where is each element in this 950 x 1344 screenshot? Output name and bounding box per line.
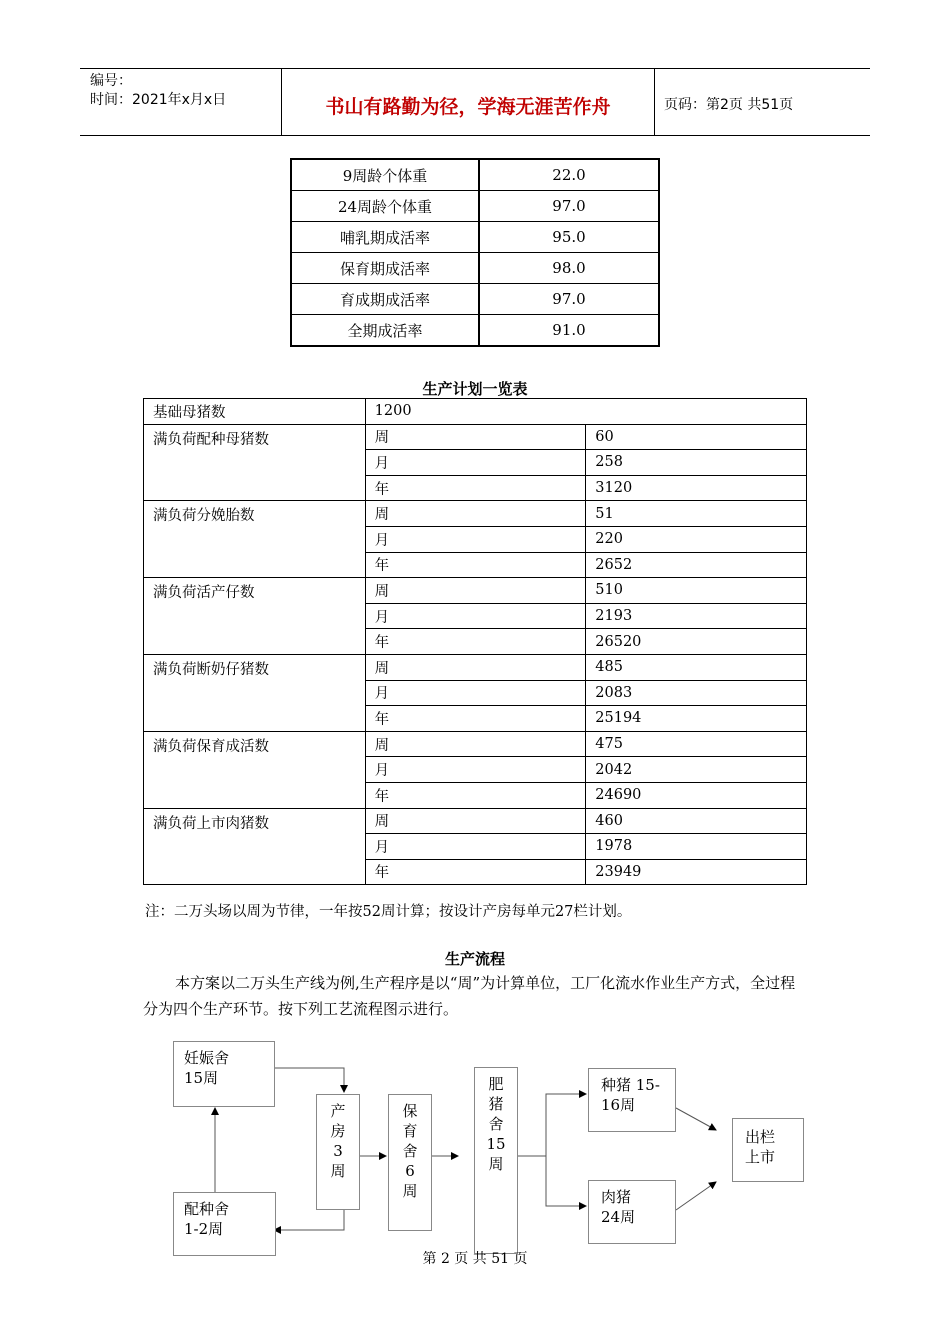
process-title: 生产流程 bbox=[444, 950, 505, 968]
flow-label: 1-2周 bbox=[184, 1220, 224, 1238]
plan-group-label: 满负荷保育成活数 bbox=[144, 731, 366, 808]
plan-group-label: 满负荷断奶仔猪数 bbox=[144, 654, 366, 731]
flow-label: 16周 bbox=[601, 1096, 636, 1114]
flow-label: 上市 bbox=[745, 1148, 776, 1166]
arrow-fattening-split bbox=[518, 1094, 586, 1156]
indicator-label: 24周龄个体重 bbox=[291, 191, 479, 222]
plan-value: 2652 bbox=[586, 552, 807, 578]
flow-label: 舍 bbox=[488, 1115, 504, 1133]
arrow-meat-to-market bbox=[676, 1182, 716, 1210]
indicator-label: 9周龄个体重 bbox=[291, 159, 479, 191]
plan-value: 475 bbox=[586, 731, 807, 757]
plan-period: 周 bbox=[365, 424, 586, 450]
indicator-value: 91.0 bbox=[479, 315, 659, 347]
plan-period: 年 bbox=[365, 475, 586, 501]
plan-value: 2083 bbox=[586, 680, 807, 706]
plan-group-label: 满负荷上市肉猪数 bbox=[144, 808, 366, 885]
flow-label: 15周 bbox=[184, 1069, 219, 1087]
flow-nursery-house bbox=[388, 1094, 432, 1231]
flow-label: 周 bbox=[330, 1162, 346, 1180]
plan-group-label: 满负荷配种母猪数 bbox=[144, 424, 366, 501]
indicator-value: 22.0 bbox=[479, 159, 659, 191]
arrow-farrowing-to-breeding bbox=[274, 1208, 344, 1230]
flow-fattening-house bbox=[474, 1067, 518, 1254]
plan-value: 23949 bbox=[586, 859, 807, 885]
plan-period: 年 bbox=[365, 859, 586, 885]
indicator-value: 97.0 bbox=[479, 191, 659, 222]
flow-market bbox=[732, 1118, 804, 1182]
arrow-fattening-to-meat bbox=[546, 1156, 586, 1206]
plan-value: 510 bbox=[586, 578, 807, 604]
flow-meat-pig bbox=[588, 1180, 676, 1244]
doc-number-label: 编号： bbox=[90, 73, 132, 89]
plan-group-label: 满负荷活产仔数 bbox=[144, 578, 366, 655]
plan-period: 月 bbox=[365, 757, 586, 783]
indicator-label: 保育期成活率 bbox=[291, 253, 479, 284]
flow-label: 24周 bbox=[601, 1208, 636, 1226]
indicator-value: 98.0 bbox=[479, 253, 659, 284]
arrow-pregnancy-to-farrowing bbox=[273, 1068, 344, 1092]
plan-period: 月 bbox=[365, 834, 586, 860]
flow-label: 肥 bbox=[488, 1075, 504, 1093]
header-page-label: 页码：第2页 共51页 bbox=[664, 97, 794, 113]
plan-value: 1978 bbox=[586, 834, 807, 860]
plan-period: 年 bbox=[365, 629, 586, 655]
indicator-label: 育成期成活率 bbox=[291, 284, 479, 315]
plan-value: 25194 bbox=[586, 706, 807, 732]
plan-value: 258 bbox=[586, 450, 807, 476]
flow-label: 3 bbox=[333, 1142, 343, 1160]
plan-period: 月 bbox=[365, 603, 586, 629]
plan-value: 220 bbox=[586, 526, 807, 552]
base-sow-value: 1200 bbox=[365, 399, 806, 425]
plan-period: 年 bbox=[365, 706, 586, 732]
flow-label: 配种舍 bbox=[184, 1200, 230, 1218]
plan-period: 周 bbox=[365, 808, 586, 834]
flow-label: 舍 bbox=[402, 1142, 418, 1160]
indicator-value: 97.0 bbox=[479, 284, 659, 315]
doc-time-label: 时间：2021年x月x日 bbox=[90, 92, 227, 108]
indicator-value: 95.0 bbox=[479, 222, 659, 253]
arrow-breeder-to-market bbox=[676, 1108, 716, 1130]
plan-value: 485 bbox=[586, 654, 807, 680]
indicator-label: 哺乳期成活率 bbox=[291, 222, 479, 253]
plan-period: 周 bbox=[365, 501, 586, 527]
flow-label: 种猪 15- bbox=[601, 1076, 660, 1094]
plan-value: 2042 bbox=[586, 757, 807, 783]
plan-value: 24690 bbox=[586, 782, 807, 808]
flow-label: 产 bbox=[330, 1102, 346, 1120]
plan-period: 周 bbox=[365, 654, 586, 680]
plan-period: 月 bbox=[365, 680, 586, 706]
flow-breeding-house bbox=[173, 1192, 276, 1256]
plan-period: 月 bbox=[365, 450, 586, 476]
flow-label: 15 bbox=[486, 1135, 506, 1153]
process-paragraph-text: 本方案以二万头生产线为例,生产程序是以“周”为计算单位，工厂化流水作业生产方式，全过程分为四个生产环节。按下列工艺流程图示进行。 bbox=[143, 974, 796, 1018]
page-footer: 第 2 页 共 51 页 bbox=[422, 1251, 528, 1267]
base-sow-label: 基础母猪数 bbox=[144, 399, 366, 425]
indicator-label: 全期成活率 bbox=[291, 315, 479, 347]
flow-farrowing-house bbox=[316, 1094, 360, 1210]
flow-label: 出栏 bbox=[745, 1128, 776, 1146]
flow-label: 育 bbox=[402, 1122, 418, 1140]
flow-breeder-pig bbox=[588, 1068, 676, 1132]
plan-period: 周 bbox=[365, 731, 586, 757]
flow-label: 妊娠舍 bbox=[184, 1049, 230, 1067]
flow-label: 房 bbox=[330, 1122, 346, 1140]
plan-value: 460 bbox=[586, 808, 807, 834]
plan-period: 月 bbox=[365, 526, 586, 552]
flow-label: 周 bbox=[488, 1155, 504, 1173]
flow-label: 肉猪 bbox=[601, 1188, 632, 1206]
flow-label: 周 bbox=[402, 1182, 418, 1200]
flow-label: 猪 bbox=[488, 1095, 504, 1113]
plan-note: 注：二万头场以周为节律，一年按52周计算；按设计产房每单元27栏计划。 bbox=[145, 904, 632, 920]
flow-label: 保 bbox=[402, 1102, 418, 1120]
plan-value: 3120 bbox=[586, 475, 807, 501]
header-motto: 书山有路勤为径，学海无涯苦作舟 bbox=[325, 96, 611, 118]
plan-table-title: 生产计划一览表 bbox=[422, 380, 528, 398]
plan-group-label: 满负荷分娩胎数 bbox=[144, 501, 366, 578]
plan-period: 年 bbox=[365, 552, 586, 578]
plan-value: 2193 bbox=[586, 603, 807, 629]
plan-value: 26520 bbox=[586, 629, 807, 655]
plan-period: 年 bbox=[365, 782, 586, 808]
flow-pregnancy-house bbox=[173, 1041, 275, 1107]
flow-label: 6 bbox=[405, 1162, 415, 1180]
plan-value: 51 bbox=[586, 501, 807, 527]
plan-value: 60 bbox=[586, 424, 807, 450]
plan-period: 周 bbox=[365, 578, 586, 604]
